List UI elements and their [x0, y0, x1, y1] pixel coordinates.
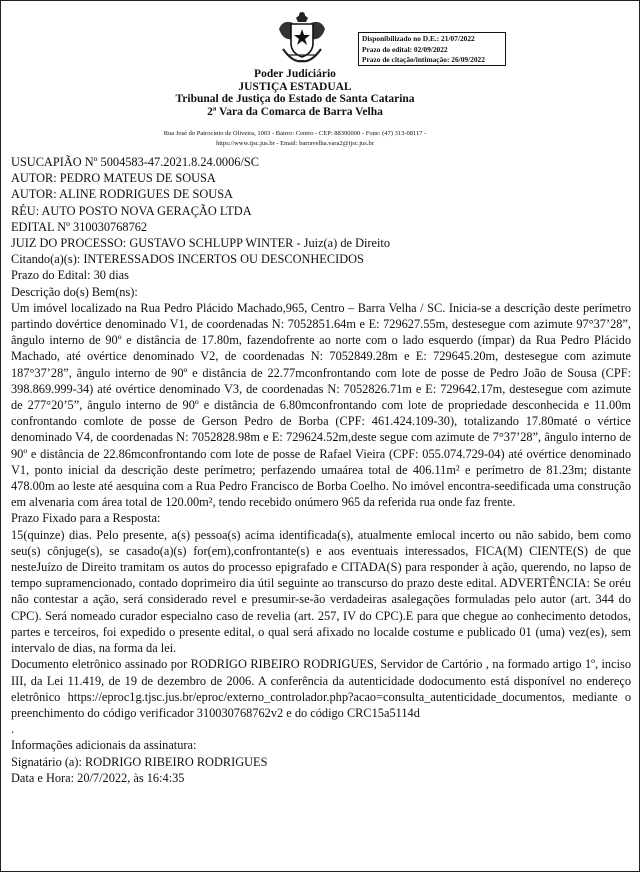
document-body: [11, 154, 631, 786]
case-number: USUCAPIÃO Nº 5004583-47.2021.8.24.0006/SC: [11, 155, 259, 169]
court-address: [1, 129, 589, 148]
cited-parties: Citando(a)(s): INTERESSADOS INCERTOS OU DESCONHECIDOS: [11, 252, 364, 267]
separator-dot: .: [11, 722, 15, 737]
address-line: Rua José do Patrocínio de Oliveira, 1003 - Bairro: Centro - CEP: 88390000 - Fone: (47) 313-08117 -: [163, 130, 427, 137]
power-name: Poder Judiciário: [254, 68, 336, 80]
edital-number: EDITAL Nº 310030768762: [11, 219, 148, 234]
citation-deadline: Prazo de citação/intimação: 26/09/2022: [362, 55, 485, 64]
institution-header: [1, 68, 589, 118]
court-division: 2ª Vara da Comarca de Barra Velha: [207, 105, 383, 118]
state-coat-of-arms-emblem: [273, 9, 331, 67]
author-line: AUTOR: PEDRO MATEUS DE SOUSA: [11, 171, 216, 186]
response-heading: Prazo Fixado para a Resposta:: [11, 511, 161, 526]
defendant-line: RÉU: AUTO POSTO NOVA GERAÇÃO LTDA: [11, 203, 252, 218]
judge-line: JUIZ DO PROCESSO: GUSTAVO SCHLUPP WINTER - Juiz(a) de Direito: [11, 236, 391, 251]
response-text: 15(quinze) dias. Pelo presente, a(s) pessoa(s) acima identificada(s), atualmente emlocal incerto ou não sabido, bem como seu(s) cônjuge(s), se casado(a)(s) for(em),confrontante(s) e aos eventuais interessados, FICA(M) CIENTE(S) de que nesteJuízo de Direito tramitam os autos do processo epigrafado e CITADA(S) para responder à ação, querendo, no lapso de tempo supramencionado, contado doprimeiro dia útil seguinte ao transcurso do prazo deste edital. ADVERTÊNCIA: Se oréu não contestar a ação, será considerado revel e presumir-se-ão verdadeiras asalegações formuladas pelo autor (art. 344 do CPC). Será nomeado curador especialno caso de revelia (art. 257, IV do CPC).E para que chegue ao conhecimento detodos, partes e terceiros, foi expedido o presente edital, o qual será afixado no localde costume e publicado 01 (uma) vez(es), sem intervalo de dias, na forma da lei.: [11, 527, 631, 656]
contact-line: https://www.tjsc.jus.br - Email: barravelha.vara2@tjsc.jus.br: [216, 139, 374, 147]
edital-term: Prazo do Edital: 30 dias: [11, 268, 129, 283]
edital-deadline: Prazo do edital: 02/09/2022: [362, 44, 448, 54]
description-heading: Descrição do(s) Bem(ns):: [11, 284, 138, 299]
signatory-line: Signatário (a): RODRIGO RIBEIRO RODRIGUES: [11, 754, 268, 769]
info-heading: Informações adicionais da assinatura:: [11, 738, 197, 753]
signature-statement: Documento eletrônico assinado por RODRIGO RIBEIRO RODRIGUES, Servidor de Cartório , na formado artigo 1º, inciso III, da Lei 11.419, de 19 de dezembro de 2006. A conferência da autenticidade dodocumento está disponível no endereço eletrônico https://eproc1g.tjsc.jus.br/eproc/externo_controlador.php?acao=consulta_autenticidade_documentos, mediante o preenchimento do código verificador 310030768762v2 e do código CRC15a5114d: [11, 657, 631, 720]
published-date: Disponibilizado no D.E.: 21/07/2022: [362, 34, 475, 43]
property-description: Um imóvel localizado na Rua Pedro Plácido Machado,965, Centro – Barra Velha / SC. Inicia-se a descrição deste perímetro partindo dovértice denominado V1, de coordenadas N: 7052851.64m e E: 729627.55m, destesegue com azimute 97°37’28”, ângulo interno de 90º e distância de 17.80m, fazendofrente ao norte com o lado esquerdo (ímpar) da Rua Pedro Plácido Machado, até ovértice denominado V2, de coordenadas N: 7052849.28m e E: 729645.20m, destesegue com azimute 187°37’28”, ângulo interno de 90º e distância de 22.77mconfrontando com lote de posse de Pedro João de Sousa (CPF: 398.869.999-34) até ovértice denominado V3, de coordenadas N: 7052826.71m e E: 729642.17m, destesegue com azimute de 277°20’5”, ângulo interno de 90º e distância de 6.80mconfrontando com lote de propriedade desconhecida e 11.00m confrontando comlote de posse de Gerson Pedro de Borba (CPF: 461.424.109-30), totalizando 17.80maté o vértice denominado V4, de coordenadas N: 7052828.98m e E: 729624.52m,deste segue com azimute de 7°37’28”, ângulo interno de 90º e distância de 22.86mconfrontando com lote de posse de Rafael Vieira (CPF: 055.074.729-04) até ovértice denominado V1, ponto inicial da descrição deste perímetro; perfazendo umaárea total de 406.11m² e perímetro de 81.23m; distante 478.00m ao leste até aesquina com a Rua Pedro Francisco de Borba Coelho. No imóvel encontra-seedificada uma construção em alvenaria com área total de 120.00m², tendo recebido onúmero 965 da referida rua onde faz frente.: [11, 300, 631, 510]
publication-dates-box: [358, 32, 506, 66]
justice-name: JUSTIÇA ESTADUAL: [238, 80, 352, 93]
court-name: Tribunal de Justiça do Estado de Santa Catarina: [175, 93, 415, 105]
signature-datetime: Data e Hora: 20/7/2022, às 16:4:35: [11, 770, 185, 785]
author-line: AUTOR: ALINE RODRIGUES DE SOUSA: [11, 187, 233, 202]
